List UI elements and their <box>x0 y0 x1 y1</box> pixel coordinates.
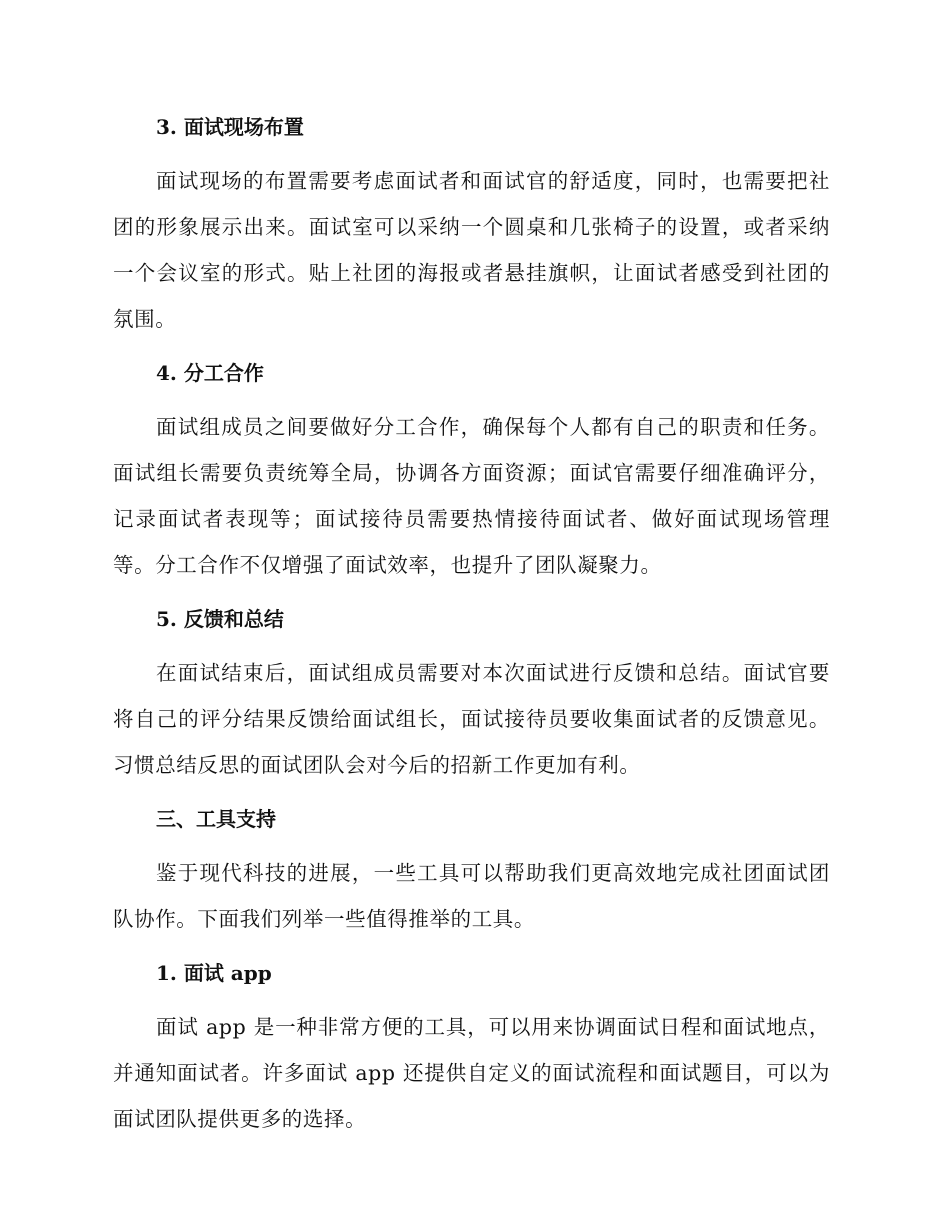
section-paragraph-interview-app: 面试 app 是一种非常方便的工具，可以用来协调面试日程和面试地点，并通知面试者。许多面试 app 还提供自定义的面试流程和面试题目，可以为面试团队提供更多的选择。 <box>113 1015 830 1131</box>
section-heading-interview-app: 1. 面试 app <box>156 961 272 985</box>
section-heading-feedback-summary: 5. 反馈和总结 <box>156 607 284 631</box>
section-heading-venue-setup: 3. 面试现场布置 <box>156 115 304 139</box>
section-heading-tool-support: 三、工具支持 <box>156 807 276 831</box>
document-body <box>113 104 830 1142</box>
section-paragraph-tool-support: 鉴于现代科技的进展，一些工具可以帮助我们更高效地完成社团面试团队协作。下面我们列举一些值得推举的工具。 <box>113 861 830 931</box>
section-paragraph-feedback-summary: 在面试结束后，面试组成员需要对本次面试进行反馈和总结。面试官要将自己的评分结果反馈给面试组长，面试接待员要收集面试者的反馈意见。习惯总结反思的面试团队会对今后的招新工作更加有利。 <box>113 661 830 777</box>
section-paragraph-division-of-labor: 面试组成员之间要做好分工合作，确保每个人都有自己的职责和任务。面试组长需要负责统筹全局，协调各方面资源；面试官需要仔细准确评分，记录面试者表现等；面试接待员需要热情接待面试者、做好面试现场管理等。分工合作不仅增强了面试效率，也提升了团队凝聚力。 <box>113 415 830 577</box>
section-heading-division-of-labor: 4. 分工合作 <box>156 361 264 385</box>
section-paragraph-venue-setup: 面试现场的布置需要考虑面试者和面试官的舒适度，同时，也需要把社团的形象展示出来。面试室可以采纳一个圆桌和几张椅子的设置，或者采纳一个会议室的形式。贴上社团的海报或者悬挂旗帜，让面试者感受到社团的氛围。 <box>113 169 830 331</box>
